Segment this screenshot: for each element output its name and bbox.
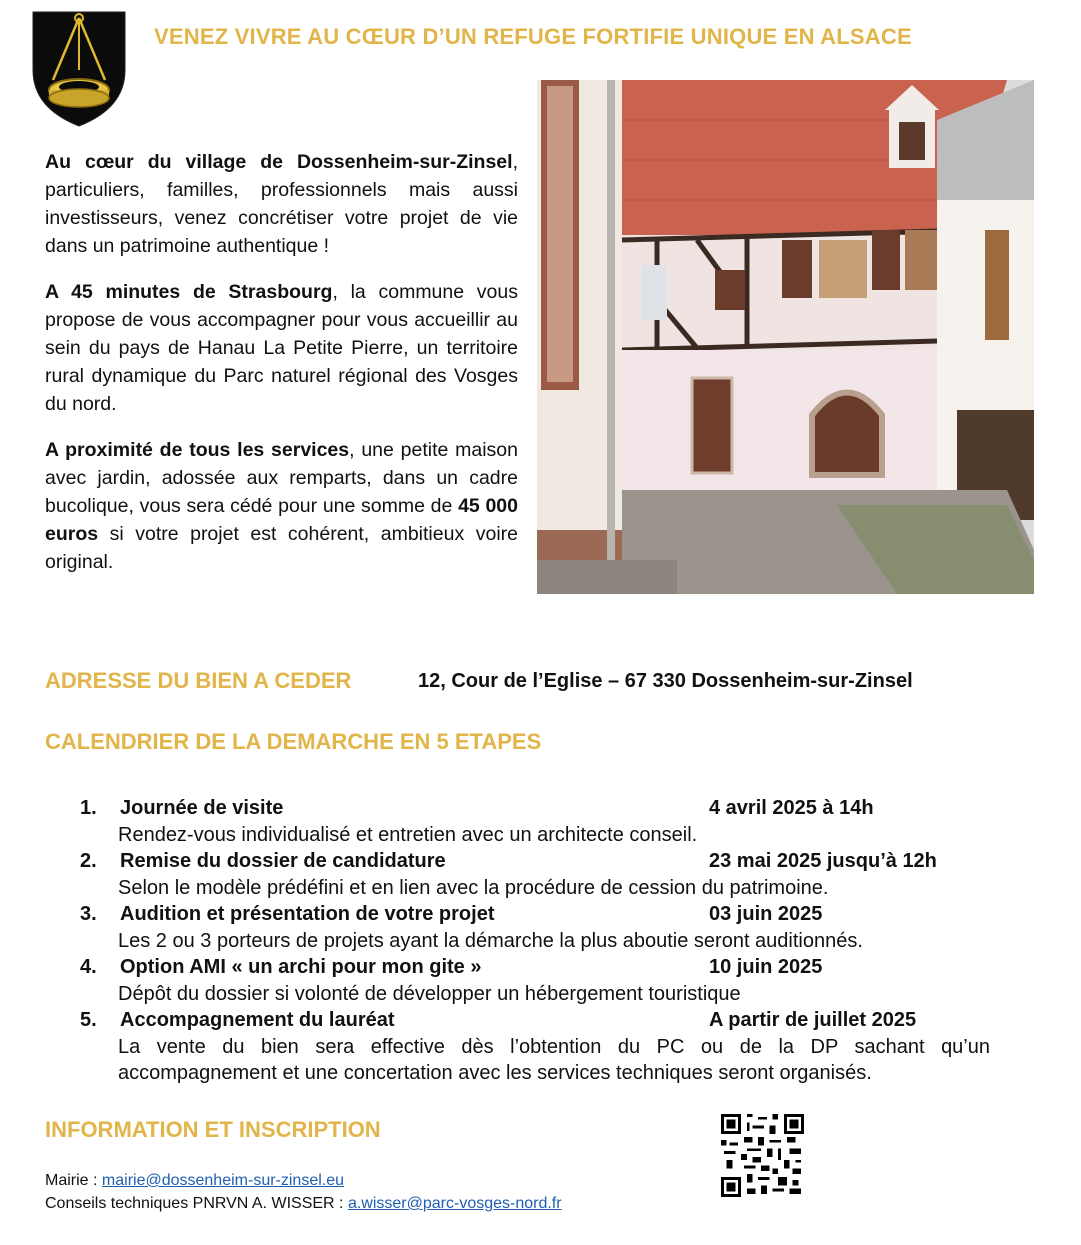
step-description: Les 2 ou 3 porteurs de projets ayant la démarche la plus aboutie seront auditionnés. — [118, 930, 863, 952]
step-item — [80, 1007, 990, 1086]
conseil-email-link[interactable]: a.wisser@parc-vosges-nord.fr — [347, 1195, 562, 1212]
steps-list — [80, 795, 990, 1086]
intro-paragraph-1 — [45, 148, 518, 260]
qr-code — [721, 1114, 804, 1197]
step-title: Remise du dossier de candidature — [120, 850, 446, 872]
intro-paragraph-3 — [45, 436, 518, 576]
contacts — [45, 1169, 562, 1215]
intro-paragraph-2 — [45, 278, 518, 418]
step-description: Dépôt du dossier si volonté de développer un hébergement touristique — [118, 983, 741, 1005]
village-crest-logo — [31, 8, 127, 128]
step-title: Option AMI « un archi pour mon gite » — [120, 956, 482, 978]
mairie-contact — [45, 1169, 562, 1192]
step-number: 2. — [80, 850, 97, 872]
price: 45 000 euros — [45, 495, 518, 545]
headline: VENEZ VIVRE AU CŒUR D’UN REFUGE FORTIFIE UNIQUE EN ALSACE — [154, 24, 912, 49]
intro-p3-bold: A proximité de tous les services — [45, 439, 350, 461]
step-item — [80, 795, 990, 848]
intro-text — [45, 148, 518, 594]
intro-p2-text: , la commune vous propose de vous accompagner pour vous accueillir au sein du pays de Hanau La Petite Pierre, un territoire rural dynamique du Parc naturel régional des Vosges du nord. — [45, 281, 518, 415]
address-value: 12, Cour de l’Eglise – 67 330 Dossenheim-sur-Zinsel — [418, 670, 913, 692]
step-date: A partir de juillet 2025 — [709, 1009, 917, 1031]
step-number: 5. — [80, 1009, 97, 1031]
mairie-email-link[interactable]: mairie@dossenheim-sur-zinsel.eu — [101, 1172, 345, 1189]
step-description: Selon le modèle prédéfini et en lien avec la procédure de cession du patrimoine. — [118, 877, 829, 899]
house-photo — [537, 80, 1034, 594]
step-title: Accompagnement du lauréat — [120, 1009, 395, 1031]
step-title: Audition et présentation de votre projet — [120, 903, 495, 925]
mairie-label: Mairie : — [45, 1172, 102, 1189]
step-description: Rendez-vous individualisé et entretien avec un architecte conseil. — [118, 824, 698, 846]
step-item — [80, 901, 990, 954]
step-item — [80, 848, 990, 901]
intro-p3-text: , une petite maison avec jardin, adossée aux remparts, dans un cadre bucolique, vous sera cédé pour une somme de — [45, 439, 518, 517]
step-description: La vente du bien sera effective dès l’obtention du PC ou de la DP sachant qu’un accompagnement et une concertation avec les services techniques seront organisés. — [118, 1036, 990, 1084]
address-label: ADRESSE DU BIEN A CEDER — [45, 668, 352, 693]
step-number: 3. — [80, 903, 97, 925]
intro-p3-end: si votre projet est cohérent, ambitieux voire original. — [45, 523, 518, 573]
step-number: 4. — [80, 956, 97, 978]
step-title: Journée de visite — [120, 797, 284, 819]
conseil-contact — [45, 1192, 562, 1215]
intro-p1-bold: Au cœur du village de Dossenheim-sur-Zinsel — [45, 151, 513, 173]
intro-p2-bold: A 45 minutes de Strasbourg — [45, 281, 333, 303]
step-number: 1. — [80, 797, 97, 819]
step-date: 23 mai 2025 jusqu’à 12h — [709, 850, 937, 872]
intro-p1-text: , particuliers, familles, professionnels mais aussi investisseurs, venez concrétiser votre projet de vie dans un patrimoine authentique ! — [45, 151, 518, 257]
calendar-title: CALENDRIER DE LA DEMARCHE EN 5 ETAPES — [45, 729, 542, 754]
step-date: 03 juin 2025 — [709, 903, 823, 925]
info-title: INFORMATION ET INSCRIPTION — [45, 1117, 381, 1142]
conseil-label: Conseils techniques PNRVN A. WISSER : — [45, 1195, 348, 1212]
step-date: 10 juin 2025 — [709, 956, 823, 978]
step-date: 4 avril 2025 à 14h — [709, 797, 874, 819]
step-item — [80, 954, 990, 1007]
